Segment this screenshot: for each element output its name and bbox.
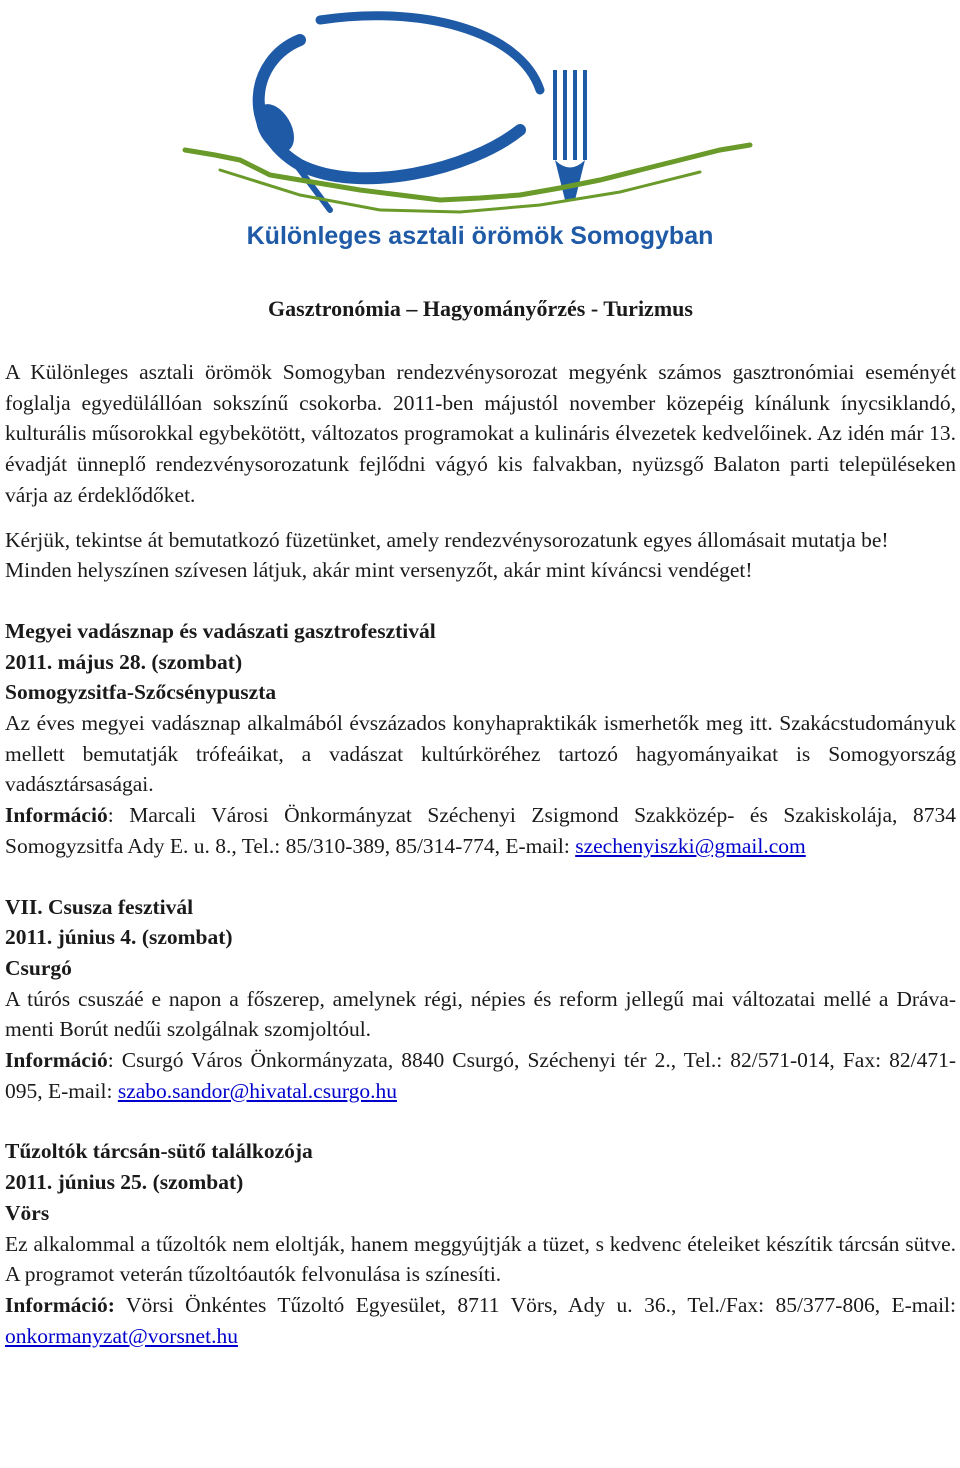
page-title: Gasztronómia – Hagyományőrzés - Turizmus	[268, 296, 693, 321]
event-date: 2011. május 28.	[5, 649, 146, 674]
info-text: : Marcali Városi Önkormányzat Széchenyi Zsigmond Szakközép- és Szakiskolája, 8734 Somogyzsitfa Ady E. u. 8., Tel.: 85/310-389, 85/314-774, E-mail:	[5, 803, 956, 858]
intro-paragraph-3: Minden helyszínen szívesen látjuk, akár mint versenyzőt, akár mint kíváncsi vendéget!	[5, 558, 753, 583]
event-date: 2011. június 25.	[5, 1170, 148, 1195]
document-body	[5, 293, 956, 1351]
info-label: Információ:	[5, 1292, 115, 1317]
event-3	[5, 1136, 956, 1351]
email-link[interactable]: onkormanyzat@vorsnet.hu	[5, 1323, 238, 1348]
email-link[interactable]: szabo.sandor@hivatal.csurgo.hu	[117, 1078, 397, 1103]
event-info	[5, 800, 956, 861]
event-day: (szombat)	[145, 649, 243, 674]
event-place: Csurgó	[5, 955, 72, 980]
event-title: VII. Csusza fesztivál	[5, 894, 194, 919]
email-link[interactable]: szechenyiszki@gmail.com	[575, 833, 806, 858]
intro-paragraph-2: Kérjük, tekintse át bemutatkozó füzetünket, amely rendezvénysorozatunk egyes állomásait mutatja be!	[5, 527, 889, 552]
logo	[0, 0, 960, 270]
event-day: (szombat)	[147, 1170, 244, 1195]
event-place: Vörs	[5, 1200, 50, 1225]
info-label: Információ	[5, 803, 108, 828]
event-description: Az éves megyei vadásznap alkalmából évszázados konyhapraktikák ismerhetők meg itt. Szakácstudományuk mellett bemutatják trófeáikat, a vadászat kultúrköréhez tartozó hagyományaikat is Somogyország vadásztársaságai.	[5, 711, 956, 797]
event-place: Somogyzsitfa-Szőcsénypuszta	[5, 680, 277, 705]
event-title: Tűzoltók tárcsán-sütő találkozója	[5, 1139, 313, 1164]
info-text: : Csurgó Város Önkormányzata, 8840 Csurgó, Széchenyi tér 2., Tel.: 82/571-014, Fax: 82/471-095, E-mail:	[5, 1048, 956, 1103]
event-description: A túrós csuszáé e napon a főszerep, amelynek régi, népies és reform jellegű mai változatai mellé a Dráva-menti Borút nedűi szolgálnak szomjoltóul.	[5, 986, 956, 1042]
event-1	[5, 616, 956, 862]
intro-paragraph-1: A Különleges asztali örömök Somogyban rendezvénysorozat megyénk számos gasztronómiai eseményét foglalja egyedülállóan sokszínű csokorba. 2011-ben májustól november közepéig kínálunk ínycsiklandó, kulturális műsorokkal egybekötött, változatos programokat a kulináris élvezetek kedvelőinek. Az idén már 13. évadját ünneplő rendezvénysorozatunk fejlődni vágyó kis falvakban, nyüzsgő Balaton parti településeken várja az érdeklődőket.	[5, 360, 956, 507]
info-text: Vörsi Önkéntes Tűzoltó Egyesület, 8711 Vörs, Ady u. 36., Tel./Fax: 85/377-806, E-mail:	[114, 1292, 956, 1317]
event-info	[5, 1045, 956, 1106]
event-info	[5, 1290, 956, 1351]
event-title: Megyei vadásznap és vadászati gasztrofesztivál	[5, 618, 436, 643]
info-label: Információ	[5, 1048, 108, 1073]
event-description: Ez alkalommal a tűzoltók nem eloltják, hanem meggyújtják a tüzet, s kedvenc ételeiket készítik tárcsán sütve. A programot veterán tűzoltóautók felvonulása is színesíti.	[5, 1231, 956, 1287]
event-2	[5, 892, 956, 1107]
event-day: (szombat)	[136, 925, 233, 950]
event-date: 2011. június 4.	[5, 925, 137, 950]
logo-text: Különleges asztali örömök Somogyban	[246, 222, 714, 250]
